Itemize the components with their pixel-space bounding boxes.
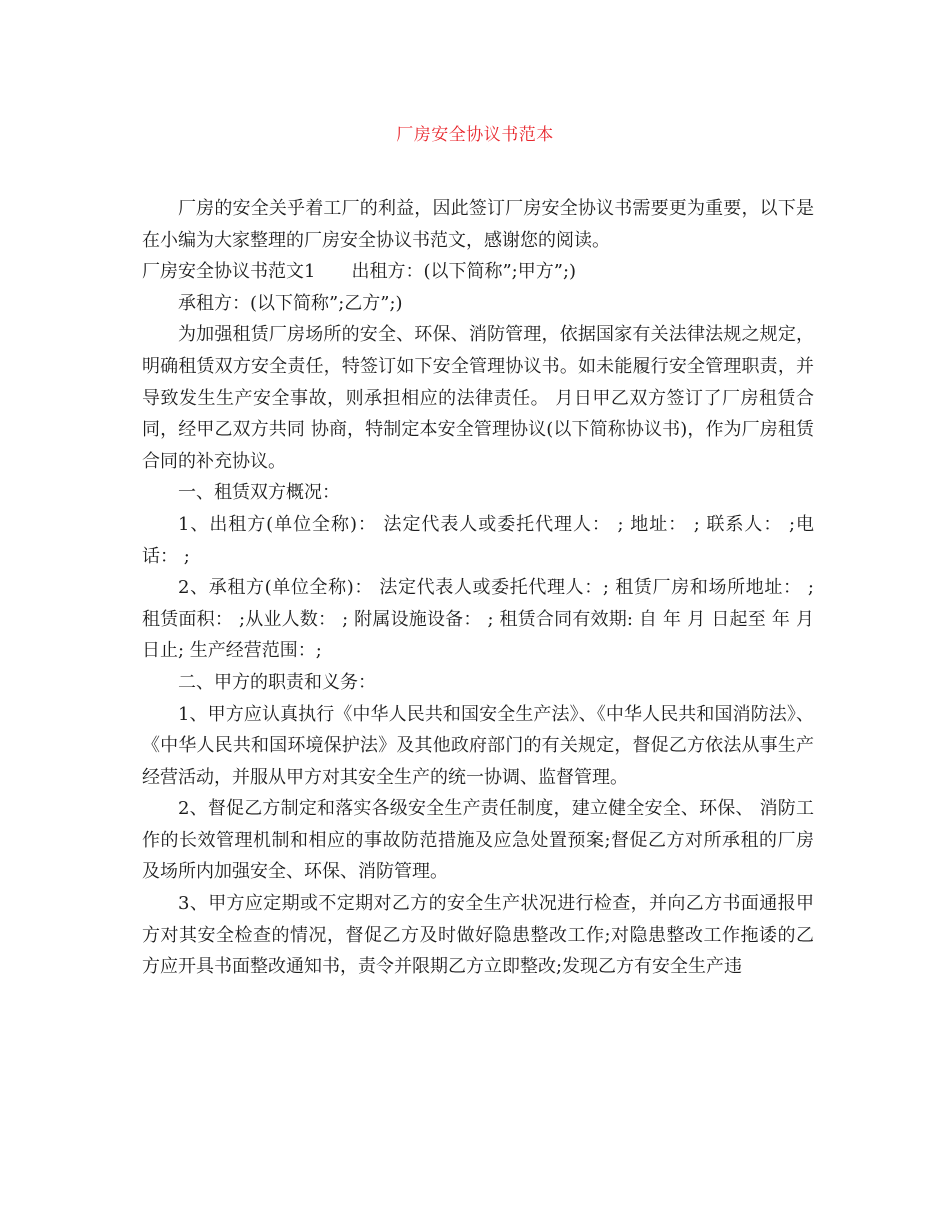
lessee-line: 承租方：(以下简称”;乙方”;): [178, 292, 403, 314]
section1-title: 一、租赁双方概况：: [178, 482, 340, 504]
section1-item1: 1、出租方(单位全称)： 法定代表人或委托代理人： ; 地址： ; 联系人： ;电话： ;: [142, 513, 814, 567]
lessor-line: 出租方：(以下简称”;甲方”;): [351, 261, 577, 283]
sample-heading-line: [142, 256, 814, 288]
document-title: 厂房安全协议书范本: [396, 125, 554, 145]
section2-title: 二、甲方的职责和义务：: [178, 671, 376, 693]
section2-item2: 2、督促乙方制定和落实各级安全生产责任制度，建立健全安全、环保、 消防工作的长效管理机制和相应的事故防范措施及应急处置预案;督促乙方对所承租的厂房及场所内加强安全、环保、消防管理。: [142, 798, 814, 883]
section2-item1: 1、甲方应认真执行《中华人民共和国安全生产法》、《中华人民共和国消防法》、《中华人民共和国环境保护法》及其他政府部门的有关规定，督促乙方依法从事生产经营活动，并服从甲方对其安全生产的统一协调、监督管理。: [142, 703, 814, 788]
section2-item3: 3、甲方应定期或不定期对乙方的安全生产状况进行检查，并向乙方书面通报甲方对其安全检查的情况，督促乙方及时做好隐患整改工作;对隐患整改工作拖诿的乙方应开具书面整改通知书，责令并限期乙方立即整改;发现乙方有安全生产违: [142, 893, 814, 978]
sample-heading: 厂房安全协议书范文1: [142, 261, 316, 283]
intro-paragraph: 厂房的安全关乎着工厂的利益，因此签订厂房安全协议书需要更为重要，以下是在小编为大家整理的厂房安全协议书范文，感谢您的阅读。: [142, 198, 814, 251]
purpose-paragraph: 为加强租赁厂房场所的安全、环保、消防管理，依据国家有关法律法规之规定，明确租赁双方安全责任，特签订如下安全管理协议书。如未能履行安全管理职责，并导致发生生产安全事故，则承担相应的法律责任。 月日甲乙双方签订了厂房租赁合同，经甲乙双方共同 协商，特制定本安全管理协议(以下简称协议书)，作为厂房租赁合同的补充协议。: [142, 324, 814, 472]
section1-item2: 2、承租方(单位全称)： 法定代表人或委托代理人：; 租赁厂房和场所地址： ; 租赁面积： ;从业人数： ; 附属设施设备： ; 租赁合同有效期: 自 年 月 日起至 年 月 日止; 生产经营范围：;: [142, 577, 814, 662]
document-body: [142, 193, 814, 983]
